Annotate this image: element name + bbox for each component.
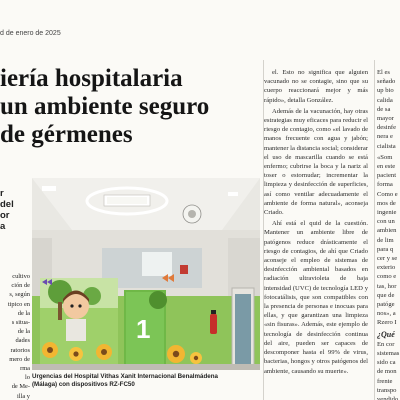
headline-line-3: de gérmenes (0, 121, 133, 148)
column-line: como e (377, 273, 397, 281)
column-line: sistemas (377, 349, 400, 357)
fragment-line: mero de (9, 355, 30, 363)
column-line: mayor (377, 115, 394, 123)
fragment-line: dades (15, 337, 30, 345)
left-fragment-upper (0, 188, 30, 232)
left-fragment-lower (0, 272, 30, 400)
column-line: cialista (377, 142, 396, 150)
column-line: señado (377, 78, 396, 86)
column-line: nera e (377, 133, 393, 141)
hospital-corridor-illustration (32, 178, 260, 370)
fragment-line: de la (17, 309, 30, 317)
paragraph (377, 68, 400, 151)
fragment-line: cultivo (12, 273, 30, 280)
article-column-right (377, 68, 400, 400)
paragraph: Ahí está el quid de la cuestión. Mantener un ambiente libre de patógenos reduce drásticamente el riesgo de contagios, de ahí que Criado aconseje el empleo de sistemas de desinfección ambiental basados en radiación ultravioleta de baja intensidad (UVC) de tecnología LED y fotocatálisis, que son compatibles con la presencia de personas e inocuas para ellas, y que garantizan una limpieza «sin fisuras». Además, este ejemplo de tecnología de desinfección continua del aire, pueden ser capaces de descomponer hasta el 99% de virus, bacterias, hongos y otros patógenos del ambiente, causando su muerte». (264, 220, 368, 375)
door-number: 1 (136, 314, 151, 344)
column-line: transpo (377, 386, 397, 394)
column-line: «Som (377, 153, 393, 161)
column-line: desinfe (377, 124, 397, 132)
column-line: patóge (377, 301, 395, 309)
fragment-line: r (0, 188, 4, 199)
column-divider (374, 60, 375, 400)
subheading: ¿Qué (377, 329, 395, 339)
column-line: up bio (377, 87, 394, 95)
fragment-line: rma (20, 365, 30, 373)
fragment-line: a (0, 221, 6, 232)
fragment-line: del (0, 199, 14, 210)
column-line: en este (377, 163, 396, 171)
column-line: para q (377, 245, 394, 253)
column-line: sido ca (377, 359, 396, 367)
column-line: que de (377, 291, 395, 299)
fragment-line: s, según (9, 291, 30, 299)
fragment-line: ción de (11, 282, 30, 290)
caption-line-2: (Málaga) con dispositivos RZ-FC50 (32, 381, 135, 389)
column-line: Como e (377, 190, 398, 198)
column-line: Rzero I (377, 319, 397, 327)
column-line: El es (377, 69, 391, 76)
fragment-line: ratorios (10, 346, 30, 354)
column-line: frente (377, 377, 393, 385)
column-line: de mon (377, 368, 397, 376)
paragraph: el. Esto no significa que alguien vacunado no se contagie, sino que su cuerpo reaccionará mejor y más rápido», detalla González. (264, 69, 368, 104)
caption-line-1: Urgencias del Hospital Vithas Xanit Internacional Benalmádena (32, 373, 218, 380)
fire-extinguisher (210, 314, 217, 334)
fragment-line: lo (25, 374, 30, 382)
column-line: cer y se (377, 255, 398, 263)
column-line: mos de (377, 199, 396, 207)
paragraph: Además de la vacunación, hay otras estrategias muy eficaces para reducir el riesgo de contagio, como «el lavado de manos frecuente con agua y jabón; mantener la distancia social; considerar el uso de mascarilla cuando se está enfermo; cubrirse la boca y la nariz al toser o estornudar; incrementar la limpieza y desinfección de superficies, así como ventilar adecuadamente el ambiente de forma natural», aconseja Criado. (264, 107, 368, 217)
photo-caption (32, 373, 264, 390)
article-column-middle (264, 68, 368, 398)
column-line: calida (377, 96, 393, 104)
fragment-line: or (0, 210, 10, 221)
column-line: de lim (377, 236, 394, 244)
paragraph (377, 153, 400, 328)
column-line: En cor (377, 340, 395, 348)
headline-line-2: un ambiente seguro (0, 93, 210, 120)
column-line: exterio (377, 264, 396, 272)
column-line: tas, hor (377, 282, 397, 290)
fragment-line: tipico en (7, 300, 30, 308)
fragment-line: de la (17, 328, 30, 336)
column-line: ambien (377, 227, 397, 235)
column-line: forma (377, 181, 393, 189)
paragraph (377, 340, 400, 400)
fragment-line: s situa- (11, 319, 30, 327)
fragment-line: illa y (17, 392, 30, 400)
hospital-photo (32, 178, 260, 370)
publication-date: d de enero de 2025 (0, 30, 61, 37)
column-line: con un (377, 218, 395, 226)
article-headline (0, 65, 262, 149)
column-line: ingenie (377, 209, 397, 217)
column-line: vendido (377, 395, 399, 400)
fragment-line: de Me- (11, 383, 30, 391)
column-line: nos», a (377, 310, 396, 318)
column-line: de sa (377, 105, 391, 113)
headline-line-1: iería hospitalaria (0, 65, 183, 92)
column-line: pacient (377, 172, 397, 180)
